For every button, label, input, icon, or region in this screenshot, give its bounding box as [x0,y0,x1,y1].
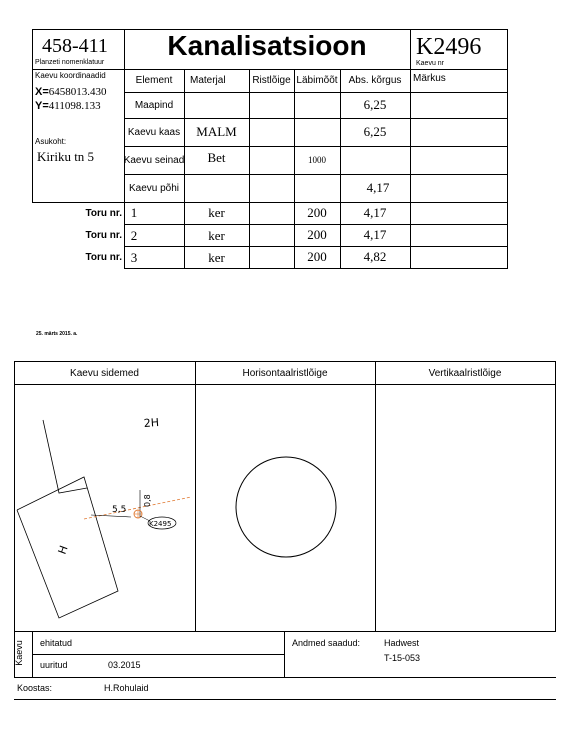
y-value: 411098.133 [48,100,101,112]
pipe-number: 2 [130,228,138,243]
surveyed-label: uuritud [40,660,68,670]
date-line: 25. märts 2015. a. [36,331,78,337]
col-cross-section: Ristlõige [252,75,291,86]
pipe-diameter: 200 [307,205,327,220]
author-caption: Koostas: [17,683,53,693]
pipe-diameter: 200 [307,227,327,242]
pipe-number: 3 [130,250,138,265]
row-material: MALM [196,124,237,139]
pipe-number: 1 [130,205,138,220]
pipe-material: ker [208,205,225,220]
row-height: 4,17 [366,180,390,195]
panel-title-links: Kaevu sidemed [70,367,139,379]
data-source: Hadwest [384,638,420,648]
row-element: Kaevu seinad [123,154,185,166]
row-height: 6,25 [363,97,387,112]
coords-caption: Kaevu koordinaadid [35,71,106,80]
building-label-h: H [55,543,71,557]
panel-title-horizontal: Horisontaalristlõige [242,367,328,379]
y-prefix: Y= [35,100,49,112]
data-source-caption: Andmed saadud: [292,638,361,648]
site-sketch [14,385,195,631]
panel-title-vertical: Vertikaalristlõige [428,367,502,379]
sheet-number: 458-411 [42,35,108,57]
col-material: Materjal [190,75,226,86]
manhole-circle [236,457,336,557]
row-element: Kaevu kaas [127,126,181,138]
y-coordinate [35,100,101,112]
distance-label-b: 0,8 [143,494,152,507]
well-id-caption: Kaevu nr [416,60,445,67]
well-label: K2495 [149,520,172,528]
pipe-height: 4,82 [363,249,387,264]
pipe-height: 4,17 [363,205,387,220]
footer-side-label: Kaevu [14,640,24,666]
author-value: H.Rohulaid [104,683,149,693]
well-id: K2496 [416,34,482,60]
row-diameter: 1000 [308,155,326,165]
row-element: Maapind [134,99,174,111]
x-prefix: X= [35,86,49,98]
col-height: Abs. kõrgus [348,75,402,86]
row-element: Kaevu põhi [128,182,180,194]
pipe-diameter: 200 [307,249,327,264]
location-value: Kiriku tn 5 [37,149,95,164]
pipe-label: Toru nr. [85,207,122,219]
x-coordinate [35,86,107,98]
col-element: Element [135,75,173,86]
horizontal-section [196,385,375,631]
surveyed-value: 03.2015 [108,660,141,670]
location-caption: Asukoht: [35,137,67,146]
row-material: Bet [207,150,226,165]
distance-label-a: 5,5 [112,505,127,515]
data-reference: T-15-053 [384,653,421,663]
pipe-label: Toru nr. [85,251,122,263]
pipe-material: ker [208,250,225,265]
row-height: 6,25 [363,124,387,139]
col-diameter: Läbimõõt [296,75,338,86]
col-note: Märkus [413,72,446,84]
sheet-caption: Planzeti nomenklatuur [35,59,105,66]
document-title: Kanalisatsioon [167,30,367,61]
building-outlines [17,420,118,618]
built-label: ehitatud [40,638,73,648]
building-2h-outline [43,420,87,493]
pipe-height: 4,17 [363,227,387,242]
pipe-material: ker [208,228,225,243]
building-label-2h: 2H [143,415,160,430]
x-value: 6458013.430 [48,86,107,98]
pipe-label: Toru nr. [85,229,122,241]
dimension-line-a [91,515,131,517]
